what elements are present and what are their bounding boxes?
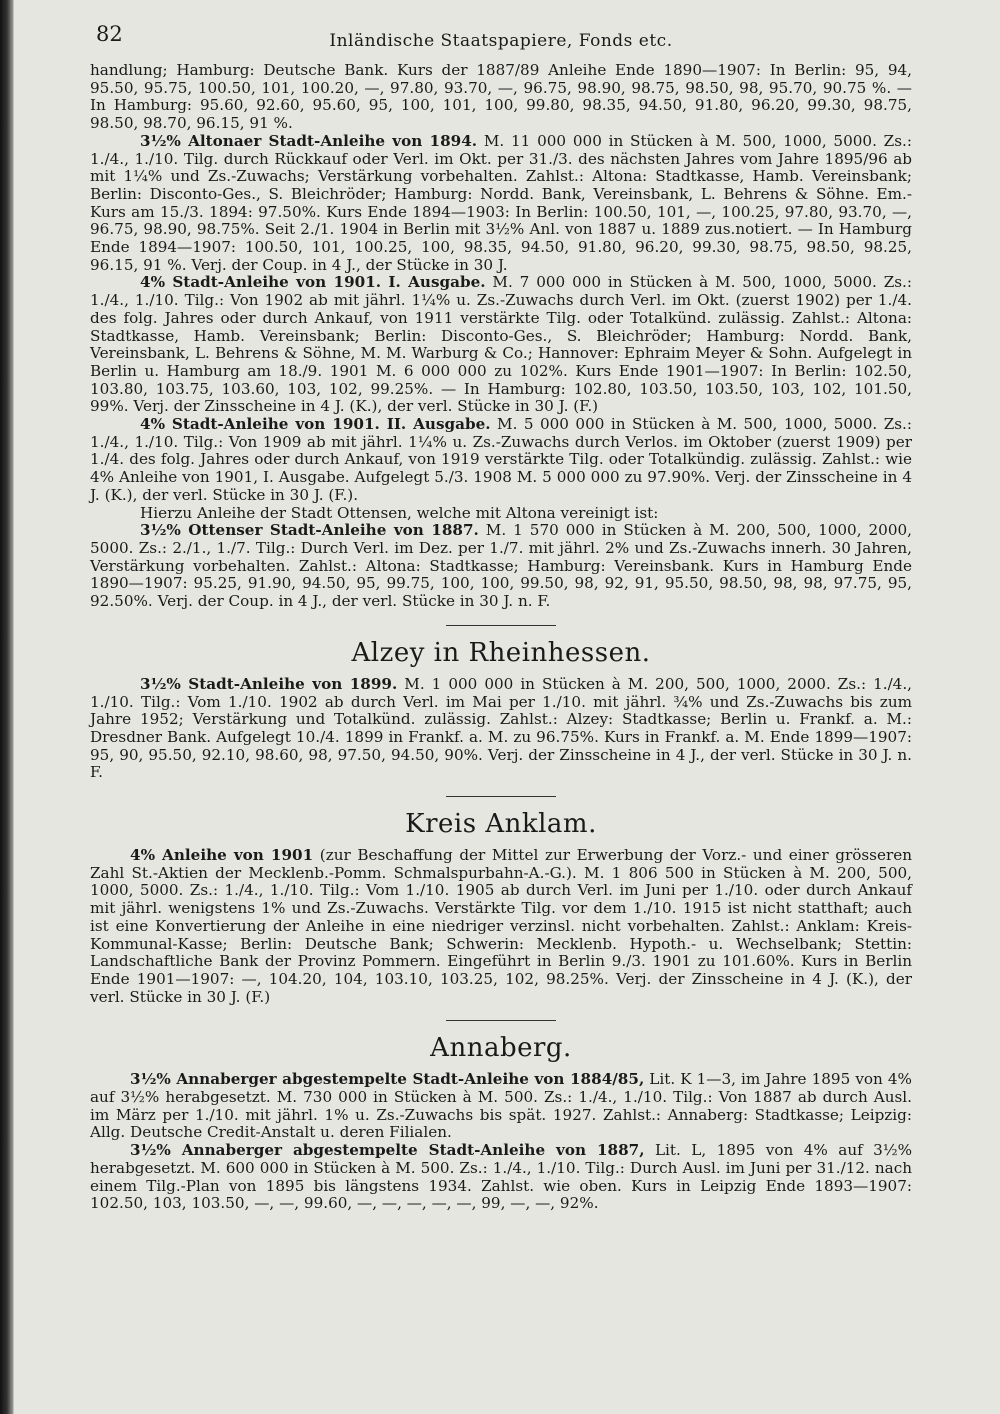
section-divider bbox=[446, 625, 556, 626]
paragraph-continuation: handlung; Hamburg: Deutsche Bank. Kurs der 1887/89 Anleihe Ende 1890—1907: In Berlin: 95, 94, 95.50, 95.75, 100.50, 101, 100.20, —, 97.80, 93.70, —, 96.75, 98.90, 98.75, 98.50, 98, 95.70, 90.75 %. — In Hamburg: 95.60, 92.60, 95.60, 95, 100, 101, 100, 99.80, 98.35, 94.50, 91.80, 96.20, 99.30, 98.75, 98.50, 98.70, 96.15, 91 %. bbox=[90, 61, 912, 133]
entry-text: Lit. L, 1895 von 4% auf 3½% herabgesetzt. M. 600 000 in Stücken à M. 500. Zs.: 1./4., 1./10. Tilg.: Durch Ausl. im Juni per 31./12. nach einem Tilg.-Plan von 1895 bis längstens 1934. Zahlst. wie oben. Kurs in Leipzig Ende 1893—1907: 102.50, 103, 103.50, —, —, 99.60, —, —, —, —, —, 99, —, —, 92%. bbox=[90, 1141, 913, 1213]
entry-text: M. 7 000 000 in Stücken à M. 500, 1000, 5000. Zs.: 1./4., 1./10. Tilg.: Von 1902 ab mit jährl. 1¼% u. Zs.-Zuwachs durch Verl. im Okt. (zuerst 1902) per 1./4. des folg. Jahres oder durch Ankauf, von 1911 verstärkte Tilg. oder Totalkünd. zulässig. Zahlst.: Altona: Stadtkasse, Hamb. Vereinsbank; Berlin: Disconto-Ges., S. Bleichröder; Hamburg: Nordd. Bank, Vereinsbank, L. Behrens & Söhne, M. M. Warburg & Co.; Hannover: Ephraim Meyer & Sohn. Aufgelegt in Berlin u. Hamburg am 18./9. 1901 M. 6 000 000 zu 102%. Kurs Ende 1901—1907: In Berlin: 102.50, 103.80, 103.75, 103.60, 103, 102, 99.25%. — In Hamburg: 102.80, 103.50, 103.50, 103, 102, 101.50, 99%. Verj. der Zinsscheine in 4 J. (K.), der verl. Stücke in 30 J. (F.) bbox=[90, 273, 912, 416]
entry-text: (zur Beschaffung der Mittel zur Erwerbung der Vorz.- und einer grösseren Zahl St.-Aktien der Mecklenb.-Pomm. Schmalspurbahn-A.-G.). M. 1 806 500 in Stücken à M. 200, 500, 1000, 5000. Zs.: 1./4., 1./10. Tilg.: Vom 1./10. 1905 ab durch Verl. im Juni per 1./10. oder durch Ankauf mit jährl. wenigstens 1% und Zs.-Zuwachs. Verstärkte Tilg. vor dem 1./10. 1915 ist nicht statthaft; auch ist eine Konvertierung der Anleihe in eine niedriger verzinsl. nicht vorbehalten. Zahlst.: Anklam: Kreis-Kommunal-Kasse; Berlin: Deutsche Bank; Schwerin: Mecklenb. Hypoth.- u. Wechselbank; Stettin: Landschaftliche Bank der Provinz Pommern. Eingeführt in Berlin 9./3. 1901 zu 101.60%. Kurs in Berlin Ende 1901—1907: —, 104.20, 104, 103.10, 103.25, 102, 98.25%. Verj. der Zinsscheine in 4 J. (K.), der verl. Stücke in 30 J. (F.) bbox=[90, 846, 912, 1006]
entry-altona-1894 bbox=[90, 133, 912, 275]
running-title: Inländische Staatspapiere, Fonds etc. bbox=[329, 31, 673, 51]
entry-title: 4% Anleihe von 1901 bbox=[130, 846, 314, 865]
entry-text: M. 11 000 000 in Stücken à M. 500, 1000, 5000. Zs.: 1./4., 1./10. Tilg. durch Rückkauf oder Verl. im Okt. per 31./3. des nächsten Jahres vom Jahre 1895/96 ab mit 1¼% und Zs.-Zuwachs; Verstärkung vorbehalten. Zahlst.: Altona: Stadtkasse, Hamb. Vereinsbank; Berlin: Disconto-Ges., S. Bleichröder; Hamburg: Nordd. Bank, Vereinsbank, L. Behrens & Söhne. Em.-Kurs am 15./3. 1894: 97.50%. Kurs Ende 1894—1903: In Berlin: 100.50, 101, —, 100.25, 97.80, 93.70, —, 96.75, 98.90, 98.75%. Seit 2./1. 1904 in Berlin mit 3½% Anl. von 1887 u. 1889 zus.notiert. — In Hamburg Ende 1894—1907: 100.50, 101, 100.25, 100, 98.35, 94.50, 91.80, 96.20, 99.30, 98.75, 98.50, 98.25, 96.15, 91 %. Verj. der Coup. in 4 J., der Stücke in 30 J. bbox=[90, 131, 912, 274]
entry-altona-1901-ii bbox=[90, 416, 912, 505]
entry-title: 3½% Ottenser Stadt-Anleihe von 1887. bbox=[140, 521, 479, 540]
entry-anklam-1901 bbox=[90, 847, 912, 1006]
section-divider bbox=[446, 796, 556, 797]
entry-annaberg-1884 bbox=[90, 1071, 912, 1142]
entry-title: 3½% Annaberger abgestempelte Stadt-Anleihe von 1887, bbox=[130, 1141, 645, 1160]
entry-alzey-1899 bbox=[90, 676, 912, 782]
entry-text: M. 1 000 000 in Stücken à M. 200, 500, 1000, 2000. Zs.: 1./4., 1./10. Tilg.: Vom 1./10. 1902 ab durch Verl. im Mai per 1./10. mit jährl. ¾% und Zs.-Zuwachs bis zum Jahre 1952; Verstärkung und Totalkünd. zulässig. Zahlst.: Alzey: Stadtkasse; Berlin u. Frankf. a. M.: Dresdner Bank. Aufgelegt 10./4. 1899 in Frankf. a. M. zu 96.75%. Kurs in Frankf. a. M. Ende 1899—1907: 95, 90, 95.50, 92.10, 98.60, 98, 97.50, 94.50, 90%. Verj. der Zinsscheine in 4 J., der verl. Stücke in 30 J. n. F. bbox=[90, 674, 913, 782]
entry-text: M. 1 570 000 in Stücken à M. 200, 500, 1000, 2000, 5000. Zs.: 2./1., 1./7. Tilg.: Durch Verl. im Dez. per 1./7. mit jährl. 2% und Zs.-Zuwachs innerh. 30 Jahren, Verstärkung vorbehalten. Zahlst.: Altona: Stadtkasse; Hamburg: Vereinsbank. Kurs in Hamburg Ende 1890—1907: 95.25, 91.90, 94.50, 95, 99.75, 100, 100, 99.50, 98, 92, 91, 95.50, 98.50, 98, 98, 97.75, 95, 92.50%. Verj. der Coup. in 4 J., der verl. Stücke in 30 J. n. F. bbox=[90, 521, 912, 611]
heading-anklam: Kreis Anklam. bbox=[405, 809, 597, 840]
scan-edge bbox=[0, 0, 14, 1414]
entry-annaberg-1887 bbox=[90, 1142, 912, 1213]
page-number: 82 bbox=[96, 22, 123, 46]
note-ottensen: Hierzu Anleihe der Stadt Ottensen, welche mit Altona vereinigt ist: bbox=[140, 503, 659, 522]
entry-altona-1901-i bbox=[90, 274, 912, 416]
page-header bbox=[90, 22, 912, 62]
heading-annaberg: Annaberg. bbox=[430, 1033, 572, 1064]
entry-text: M. 5 000 000 in Stücken à M. 500, 1000, 5000. Zs.: 1./4., 1./10. Tilg.: Von 1909 ab mit jährl. 1¼% u. Zs.-Zuwachs durch Verlos. im Oktober (zuerst 1909) per 1./4. des folg. Jahres oder durch Ankauf, von 1919 verstärkte Tilg. oder Totalkündig. zulässig. Zahlst.: wie 4% Anleihe von 1901, I. Ausgabe. Aufgelegt 5./3. 1908 M. 5 000 000 zu 97.90%. Verj. der Zinsscheine in 4 J. (K.), der verl. Stücke in 30 J. (F.). bbox=[90, 415, 913, 504]
entry-title: 3½% Altonaer Stadt-Anleihe von 1894. bbox=[140, 131, 478, 150]
entry-text: Lit. K 1—3, im Jahre 1895 von 4% auf 3½% herabgesetzt. M. 730 000 in Stücken à M. 500. Zs.: 1./4., 1./10. Tilg.: Von 1887 ab durch Ausl. im März per 1./10. mit jährl. 1% u. Zs.-Zuwachs bis spät. 1927. Zahlst.: Annaberg: Stadtkasse; Leipzig: Allg. Deutsche Credit-Anstalt u. deren Filialen. bbox=[90, 1070, 912, 1142]
entry-title: 3½% Annaberger abgestempelte Stadt-Anleihe von 1884/85, bbox=[130, 1070, 645, 1089]
section-divider bbox=[446, 1020, 556, 1021]
heading-alzey: Alzey in Rheinhessen. bbox=[351, 637, 651, 668]
body-text bbox=[90, 62, 912, 1213]
entry-title: 3½% Stadt-Anleihe von 1899. bbox=[140, 674, 398, 693]
entry-title: 4% Stadt-Anleihe von 1901. II. Ausgabe. bbox=[140, 415, 491, 434]
entry-title: 4% Stadt-Anleihe von 1901. I. Ausgabe. bbox=[140, 273, 486, 292]
entry-ottensen-1887 bbox=[90, 522, 912, 611]
